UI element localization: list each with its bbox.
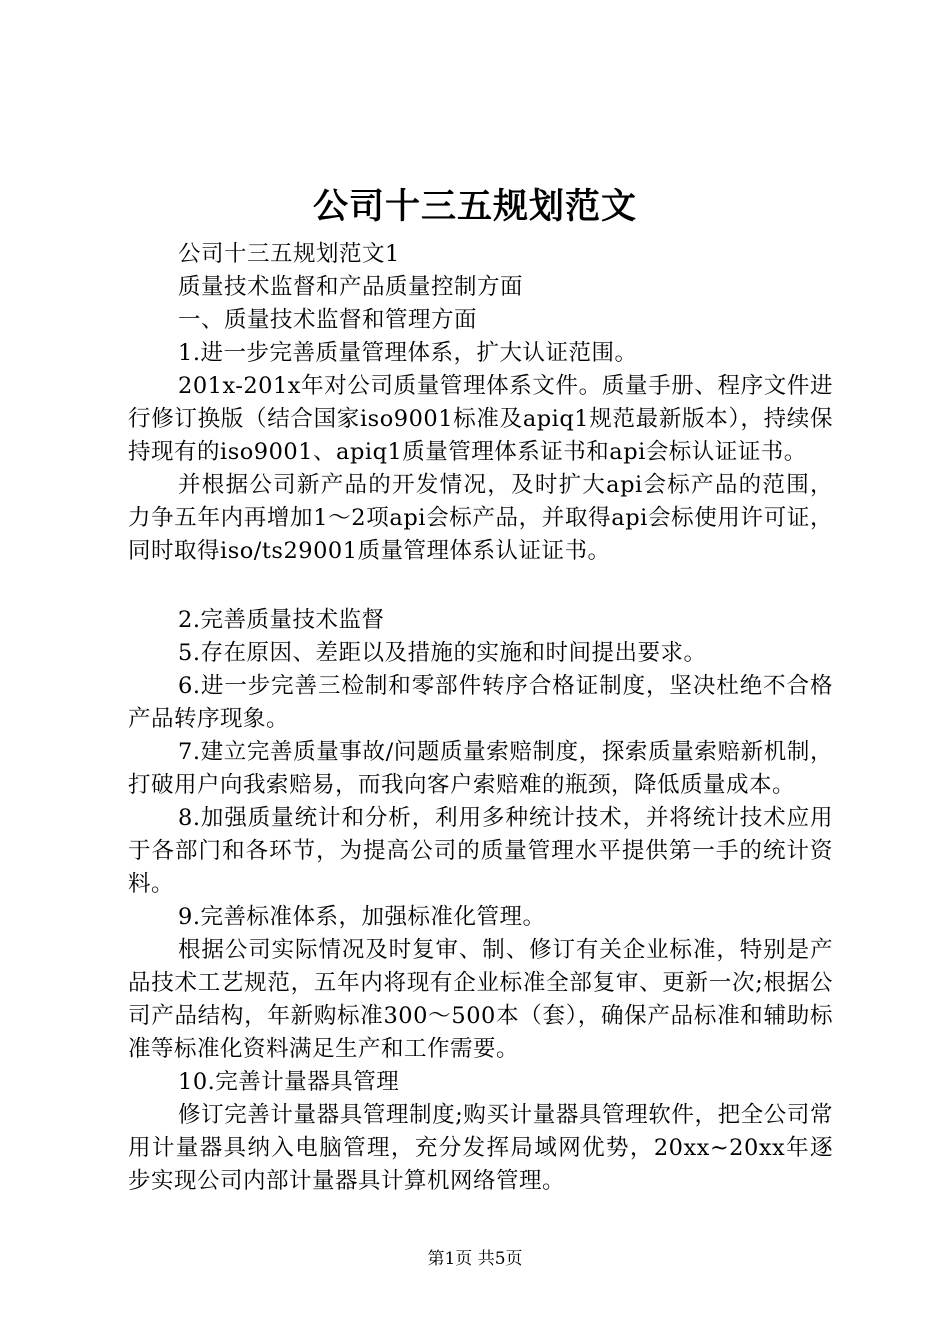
paragraph-text: 修订完善计量器具管理制度;购买计量器具管理软件，把全公司常用计量器具纳入电脑管理，充分发挥局域网优势，20xx~20xx年逐步实现公司内部计量器具计算机网络管理。 xyxy=(128,1102,833,1194)
paragraph-item-10: 10.完善计量器具管理 xyxy=(178,1069,400,1095)
paragraph-text: 根据公司实际情况及时复审、制、修订有关企业标准，特别是产品技术工艺规范，五年内将现有企业标准全部复审、更新一次;根据公司产品结构，年新购标准300～500本（套），确保产品标准和辅助标准等标准化资料满足生产和工作需要。 xyxy=(128,937,833,1062)
paragraph-item-1: 1.进一步完善质量管理体系，扩大认证范围。 xyxy=(178,340,638,366)
paragraph-item-2: 2.完善质量技术监督 xyxy=(178,607,385,633)
paragraph-item-6: 6.进一步完善三检制和零部件转序合格证制度，坚决杜绝不合格产品转序现象。 xyxy=(128,673,833,732)
paragraph-item-8: 8.加强质量统计和分析，利用多种统计技术，并将统计技术应用于各部门和各环节，为提高公司的质量管理水平提供第一手的统计资料。 xyxy=(128,805,833,897)
paragraph-text: 201x-201x年对公司质量管理体系文件。质量手册、程序文件进行修订换版（结合国家iso9001标准及apiq1规范最新版本），持续保持现有的iso9001、apiq1质量管理体系证书和api会标认证证书。 xyxy=(128,373,833,465)
paragraph-heading: 公司十三五规划范文1 xyxy=(178,241,400,267)
paragraph-item-5: 5.存在原因、差距以及措施的实施和时间提出要求。 xyxy=(178,640,707,666)
paragraph-gap xyxy=(128,568,833,604)
paragraph-item-9: 9.完善标准体系，加强标准化管理。 xyxy=(178,904,546,930)
document-body xyxy=(128,238,833,1198)
paragraph-section: 质量技术监督和产品质量控制方面 xyxy=(178,274,524,300)
paragraph-text: 并根据公司新产品的开发情况，及时扩大api会标产品的范围，力争五年内再增加1～2项api会标产品，并取得api会标使用许可证，同时取得iso/ts29001质量管理体系认证证书。 xyxy=(128,472,833,564)
paragraph-item-7: 7.建立完善质量事故/问题质量索赔制度，探索质量索赔新机制，打破用户向我索赔易，而我向客户索赔难的瓶颈，降低质量成本。 xyxy=(128,739,833,798)
document-title: 公司十三五规划范文 xyxy=(312,186,637,227)
paragraph-subsection: 一、质量技术监督和管理方面 xyxy=(178,307,478,333)
page-footer: 第1页 共5页 xyxy=(427,1249,523,1269)
